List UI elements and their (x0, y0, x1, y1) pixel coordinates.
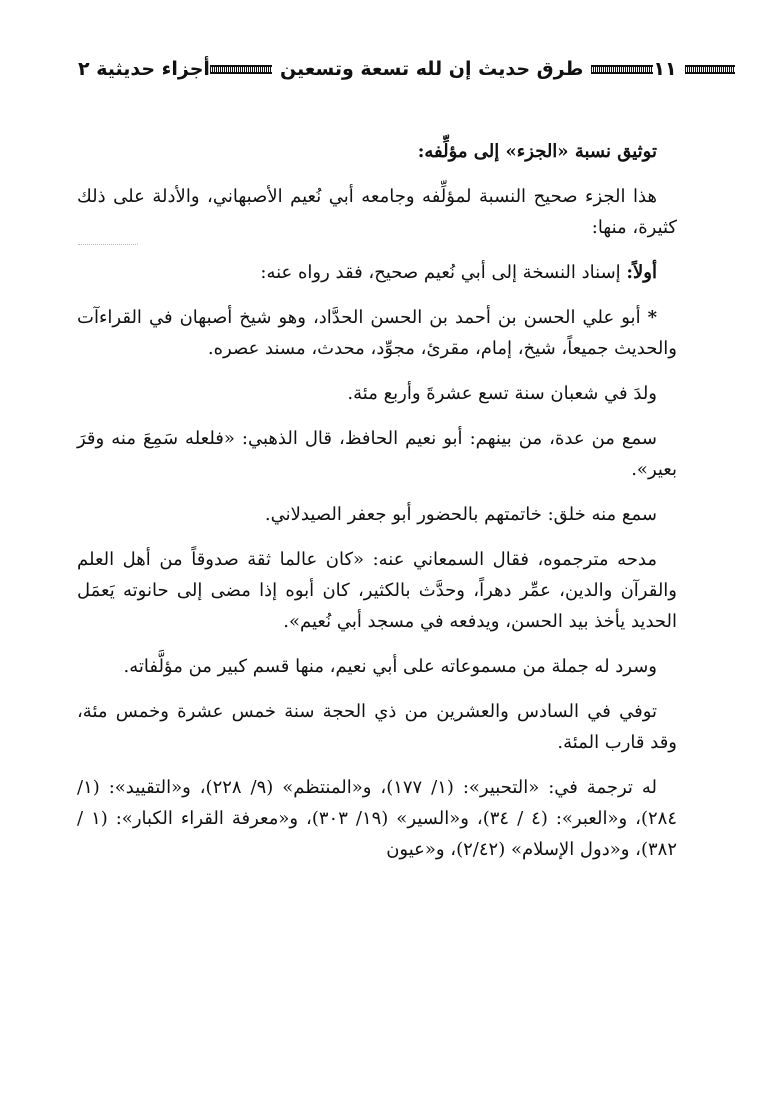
narrator-paragraph (77, 302, 677, 364)
paragraph: توفي في السادس والعشرين من ذي الحجة سنة خمس عشرة وخمس مئة، وقد قارب المئة. (77, 701, 677, 753)
chapter-title: طرق حديث إن لله تسعة وتسعين (279, 58, 584, 80)
running-header (78, 52, 678, 86)
point-text: إسناد النسخة إلى أبي نُعيم صحيح، فقد رواه عنه: (260, 262, 627, 283)
section-heading: توثيق نسبة «الجزء» إلى مؤلِّفه: (417, 141, 657, 162)
narrator-text: أبو علي الحسن بن أحمد بن الحسن الحدَّاد، وهو شيخ أصبهان في القراءآت والحديث جميعاً، شيخ، إمام، مقرئ، مجوِّد، محدث، مسند عصره. (77, 307, 677, 359)
page-number: ١١ (653, 58, 677, 80)
paragraph: وسرد له جملة من مسموعاته على أبي نعيم، منها قسم كبير من مؤلَّفاته. (123, 656, 657, 677)
paragraph: ولدَ في شعبان سنة تسع عشرةَ وأربع مئة. (347, 383, 657, 404)
header-page (653, 58, 734, 80)
paragraph: سمع منه خلق: خاتمتهم بالحضور أبو جعفر الصيدلاني. (264, 504, 657, 525)
header-rule (685, 65, 735, 74)
body-text (77, 136, 677, 879)
point-one-paragraph (77, 257, 677, 288)
header-center (210, 58, 653, 80)
paragraph: له ترجمة في: «التحبير»: (١/ ١٧٧)، و«المنتظم» (٩/ ٢٢٨)، و«التقييد»: (١/ ٢٨٤)، و«العبر»: (٤ / ٣٤)، و«السير» (١٩/ ٣٠٣)، و«معرفة القراء الكبار»: (١ /٣٨٢)، و«دول الإسلام» (٢/٤٢)، و«عيون (77, 777, 677, 860)
asterisk-mark: * (647, 307, 657, 328)
paragraph: مدحه مترجموه، فقال السمعاني عنه: «كان عالما ثقة صدوقاً من أهل العلم والقرآن والدين، عمِّر دهراً، وحدَّث بالكثير، كان أبوه إذا مضى إلى حانوته يَعمَل الحديد يأخذ بيد الحسن، ويدفعه في مسجد أبي نُعيم». (77, 549, 677, 632)
book-title: أجزاء حديثية ٢ (78, 58, 210, 80)
intro-paragraph: هذا الجزء صحيح النسبة لمؤلِّفه وجامعه أبي نُعيم الأصبهاني، والأدلة على ذلك كثيرة، منها: (77, 186, 677, 238)
paragraph: سمع من عدة، من بينهم: أبو نعيم الحافظ، قال الذهبي: «فلعله سَمِعَ منه وقرَ بعير». (77, 428, 677, 480)
point-lead: أولاً: (626, 262, 657, 283)
header-rule (591, 65, 653, 74)
header-rule (210, 65, 272, 74)
